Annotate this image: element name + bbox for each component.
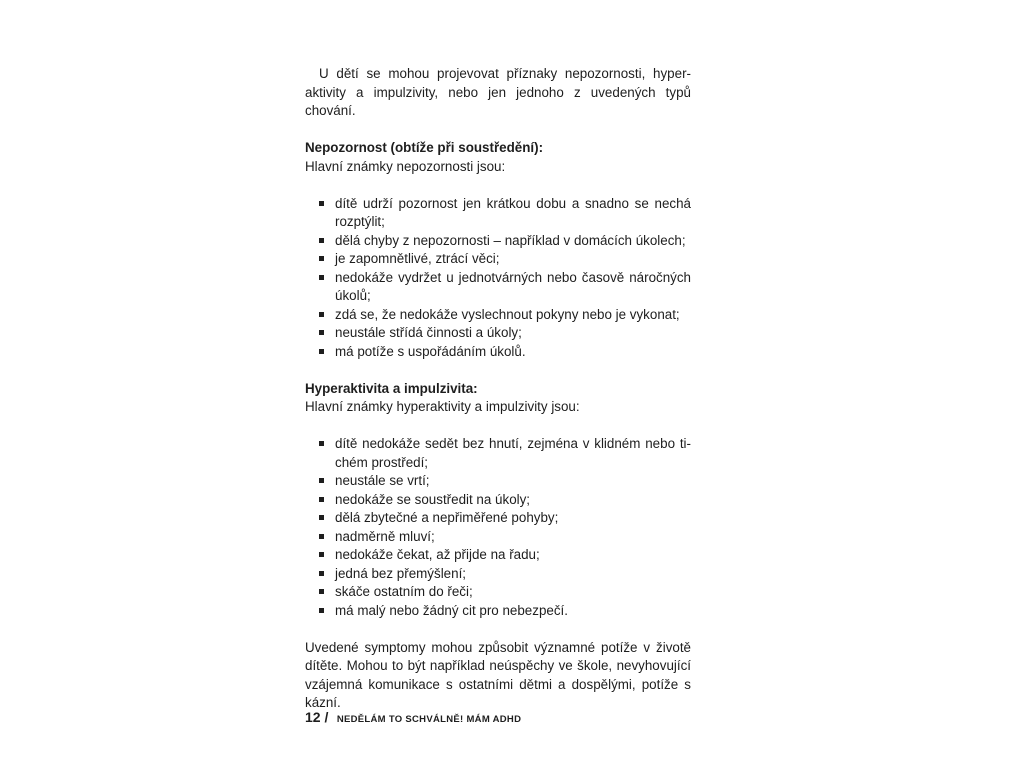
hyperactivity-heading: Hyperaktivita a impulzivita: <box>305 380 478 396</box>
spacer <box>305 620 691 639</box>
spacer <box>305 417 691 436</box>
list-item: dělá zbytečné a nepřiměřené pohyby; <box>317 509 691 528</box>
conclusion-paragraph: Uvedené symptomy mohou způsobit významné potíže v životě dítěte. Mohou to být například neúspěchy ve škole, nevyhovující vzájemná komunikace s ostatními dětmi a dospělými, potíže s kázní. <box>305 639 691 710</box>
inattention-list <box>305 195 691 362</box>
list-item: je zapomnětlivé, ztrácí věci; <box>317 250 691 269</box>
inattention-lead: Hlavní známky nepozornosti jsou: <box>305 158 506 174</box>
list-item: zdá se, že nedokáže vyslechnout pokyny nebo je vykonat; <box>317 306 691 325</box>
intro-paragraph: U dětí se mohou projevovat příznaky nepozornosti, hyperaktivity a impulzivity, nebo jen jednoho z uvedených typů chování. <box>305 66 691 118</box>
list-item: má malý nebo žádný cit pro nebezpečí. <box>317 602 691 621</box>
spacer <box>305 361 691 380</box>
list-item: skáče ostatním do řeči; <box>317 583 691 602</box>
page-number: 12 / <box>305 709 329 725</box>
spacer <box>305 176 691 195</box>
spacer <box>305 121 691 140</box>
hyperactivity-list <box>305 435 691 620</box>
list-item: neustále střídá činnosti a úkoly; <box>317 324 691 343</box>
list-item: nedokáže se soustředit na úkoly; <box>317 491 691 510</box>
list-item: dítě nedokáže sedět bez hnutí, zejména v klidném nebo tichém prostředí; <box>317 435 691 472</box>
list-item: neustále se vrtí; <box>317 472 691 491</box>
list-item: nadměrně mluví; <box>317 528 691 547</box>
list-item: jedná bez přemýšlení; <box>317 565 691 584</box>
list-item: dělá chyby z nepozornosti – například v domácích úkolech; <box>317 232 691 251</box>
list-item: dítě udrží pozornost jen krátkou dobu a snadno se nechá rozptýlit; <box>317 195 691 232</box>
hyperactivity-lead: Hlavní známky hyperaktivity a impulzivity jsou: <box>305 399 580 414</box>
page-footer <box>305 709 521 727</box>
page-body <box>305 65 691 713</box>
inattention-heading: Nepozornost (obtíže při soustředění): <box>305 140 544 155</box>
running-title: NEDĚLÁM TO SCHVÁLNĚ! MÁM ADHD <box>336 714 522 725</box>
list-item: nedokáže vydržet u jednotvárných nebo časově náročných úkolů; <box>317 269 691 306</box>
list-item: nedokáže čekat, až přijde na řadu; <box>317 546 691 565</box>
list-item: má potíže s uspořádáním úkolů. <box>317 343 691 362</box>
